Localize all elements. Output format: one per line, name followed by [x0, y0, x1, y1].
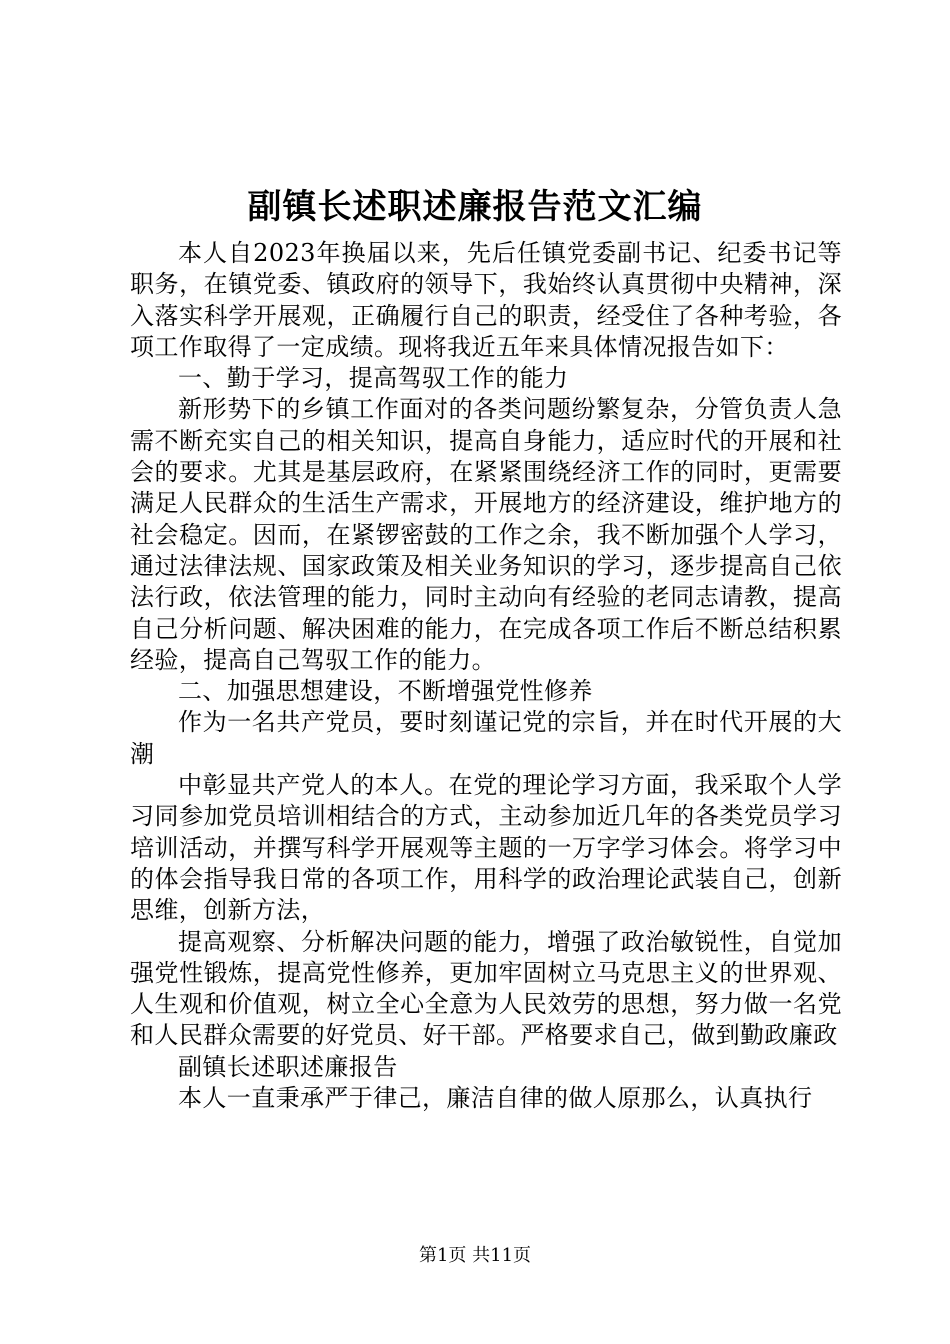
section-heading-2: 二、加强思想建设，不断增强党性修养 — [178, 677, 593, 706]
paragraph-self-discipline: 本人一直秉承严于律己，廉洁自律的做人原那么，认真执行 — [178, 1084, 813, 1113]
page-footer: 第1页 共11页 — [418, 1245, 532, 1266]
paragraph-party-spirit: 提高观察、分析解决问题的能力，增强了政治敏锐性，自觉加强党性锻炼，提高党性修养，更加牢固树立马克思主义的世界观、人生观和价值观，树立全心全意为人民效劳的思想，努力做一名党和人民群众需要的好党员、好干部。严格要求自己，做到勤政廉政 — [130, 927, 842, 1050]
section-heading-1: 一、勤于学习，提高驾驭工作的能力 — [178, 364, 569, 393]
document-title: 副镇长述职述廉报告范文汇编 — [247, 187, 703, 227]
paragraph-theory-study: 中彰显共产党人的本人。在党的理论学习方面，我采取个人学习同参加党员培训相结合的方式，主动参加近几年的各类党员学习培训活动，并撰写科学开展观等主题的一万字学习体会。将学习中的体会指导我日常的各项工作，用科学的政治理论武装自己，创新思维，创新方法， — [130, 771, 842, 925]
document-body — [130, 238, 842, 1114]
section-heading-report: 副镇长述职述廉报告 — [178, 1052, 398, 1081]
paragraph-party-member: 作为一名共产党员，要时刻谨记党的宗旨，并在时代开展的大潮 — [130, 708, 842, 768]
paragraph-intro: 本人自2023年换届以来，先后任镇党委副书记、纪委书记等职务，在镇党委、镇政府的领导下，我始终认真贯彻中央精神，深入落实科学开展观，正确履行自己的职责，经受住了各种考验，各项工作取得了一定成绩。现将我近五年来具体情况报告如下： — [130, 239, 842, 361]
paragraph-study: 新形势下的乡镇工作面对的各类问题纷繁复杂，分管负责人急需不断充实自己的相关知识，提高自身能力，适应时代的开展和社会的要求。尤其是基层政府，在紧紧围绕经济工作的同时，更需要满足人民群众的生活生产需求，开展地方的经济建设，维护地方的社会稳定。因而，在紧锣密鼓的工作之余，我不断加强个人学习，通过法律法规、国家政策及相关业务知识的学习，逐步提高自己依法行政，依法管理的能力，同时主动向有经验的老同志请教，提高自己分析问题、解决困难的能力，在完成各项工作后不断总结积累经验，提高自己驾驭工作的能力。 — [130, 395, 842, 674]
